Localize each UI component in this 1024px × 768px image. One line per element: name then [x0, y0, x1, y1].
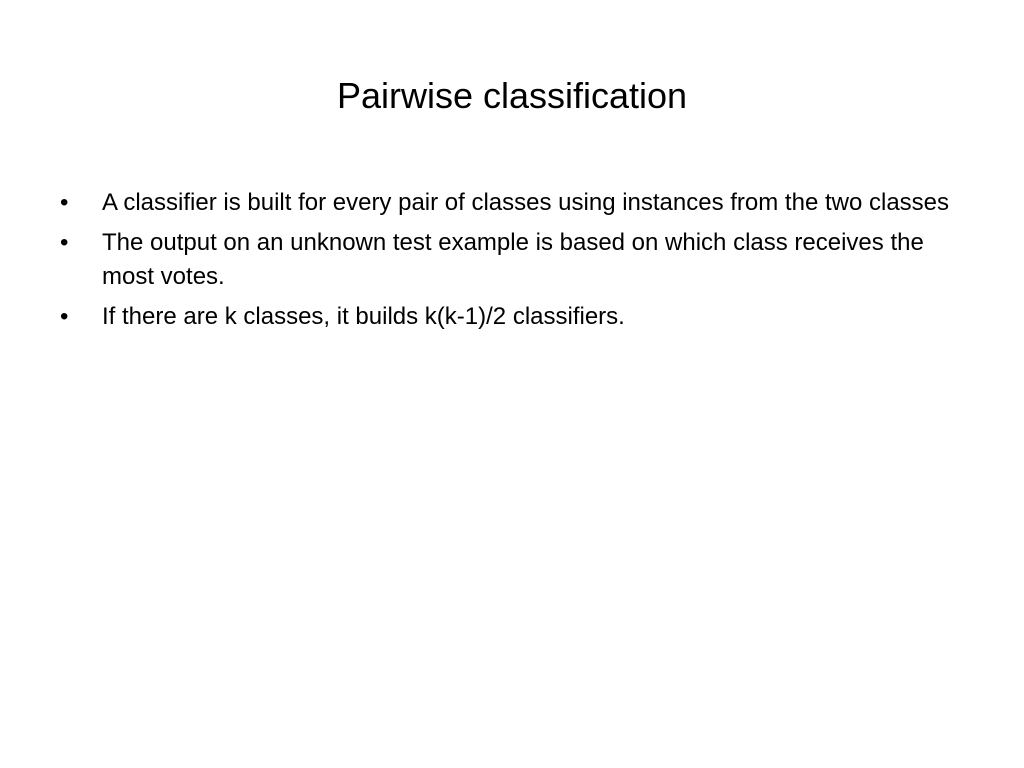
bullet-text: The output on an unknown test example is based on which class receives the most votes. — [102, 229, 924, 290]
bullet-text: A classifier is built for every pair of classes using instances from the two classes — [102, 189, 950, 216]
bullet-item — [58, 186, 978, 220]
bullet-item — [58, 300, 978, 334]
bullet-list — [58, 186, 978, 340]
bullet-item — [58, 226, 978, 294]
bullet-text: If there are k classes, it builds k(k-1)/2 classifiers. — [102, 303, 625, 330]
bullet-marker: • — [60, 189, 69, 216]
bullet-marker: • — [60, 229, 69, 256]
bullet-marker: • — [60, 303, 69, 330]
slide-title: Pairwise classification — [336, 75, 688, 116]
